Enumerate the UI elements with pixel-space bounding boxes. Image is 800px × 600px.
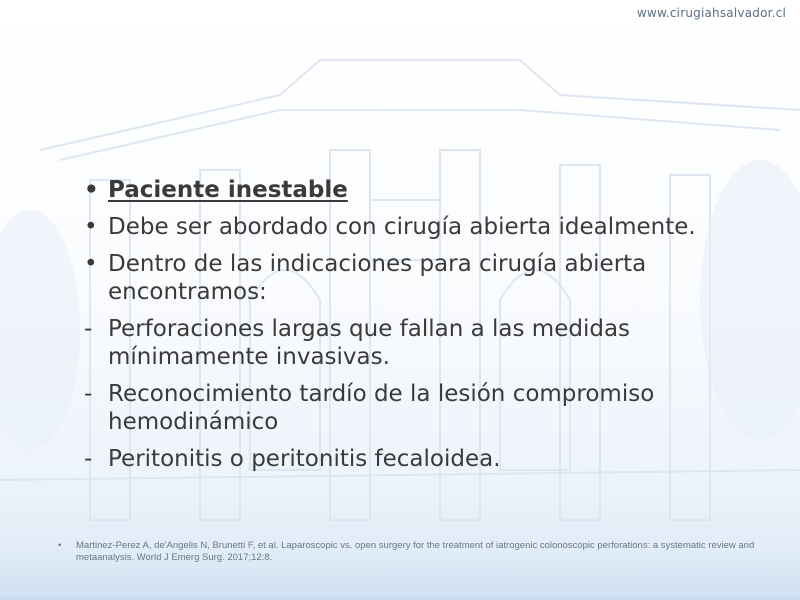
list-item bbox=[84, 445, 774, 473]
bullet-text: Reconocimiento tardío de la lesión compromiso hemodinámico bbox=[108, 381, 655, 435]
list-item bbox=[84, 176, 774, 204]
bottom-divider bbox=[0, 596, 800, 600]
bullet-list bbox=[84, 176, 774, 482]
bullet-marker: • bbox=[84, 177, 99, 203]
dash-marker: - bbox=[84, 316, 93, 342]
reference-bullet: • bbox=[58, 540, 62, 551]
bullet-text: Paciente inestable bbox=[108, 177, 348, 203]
list-item bbox=[84, 315, 774, 371]
bullet-text: Debe ser abordado con cirugía abierta idealmente. bbox=[108, 214, 696, 240]
list-item bbox=[84, 213, 774, 241]
bullet-text: Dentro de las indicaciones para cirugía abierta encontramos: bbox=[108, 251, 647, 305]
list-item bbox=[84, 250, 774, 306]
bullet-marker: • bbox=[84, 214, 98, 240]
list-item bbox=[84, 380, 774, 436]
reference-text: Martinez-Perez A, de'Angelis N, Brunetti F, et al. Laparoscopic vs. open surgery for the treatment of iatrogenic colonoscopic perforations: a systematic review and metaanalysis. World J Emerg Surg. 2017;12:8. bbox=[76, 540, 755, 563]
bullet-marker: • bbox=[84, 251, 98, 277]
reference-citation bbox=[58, 540, 768, 564]
dash-marker: - bbox=[84, 381, 93, 407]
bullet-text: Perforaciones largas que fallan a las medidas mínimamente invasivas. bbox=[108, 316, 631, 370]
dash-marker: - bbox=[84, 446, 93, 472]
website-url: www.cirugiahsalvador.cl bbox=[636, 6, 786, 20]
bullet-text: Peritonitis o peritonitis fecaloidea. bbox=[108, 446, 501, 472]
